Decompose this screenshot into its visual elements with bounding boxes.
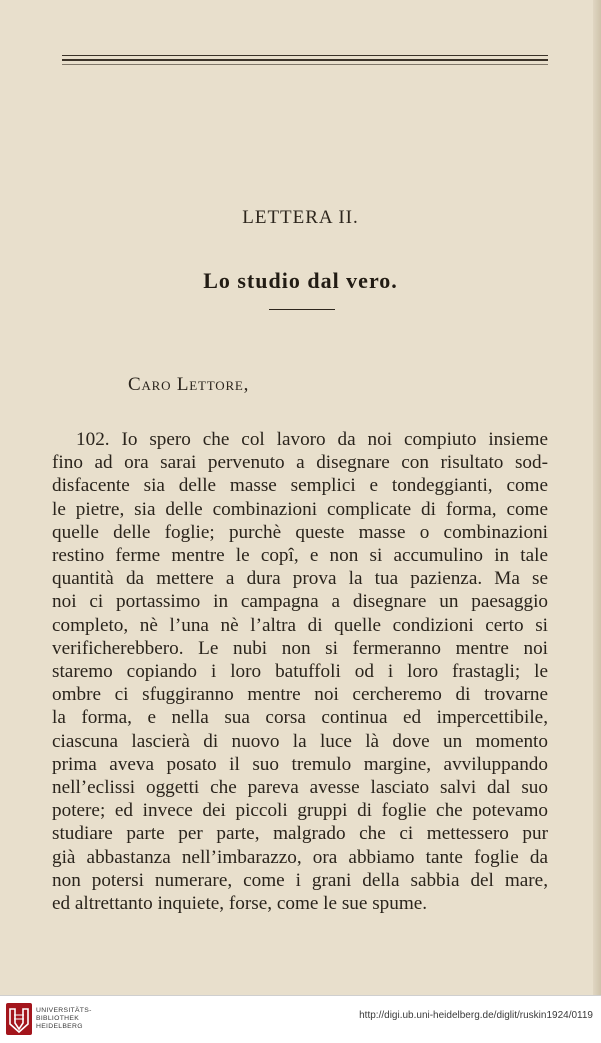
text-line: la forma, e nella sua corsa continua ed impercettibile, (52, 707, 548, 729)
text-line: già abbastanza nell’imbarazzo, ora abbiamo tante foglie da (52, 846, 548, 868)
viewer-footer (0, 995, 601, 1043)
text-line: non potersi numerare, come i grani della sabbia del mare, (52, 869, 548, 891)
top-rule (62, 55, 548, 56)
text-line: staremo copiando i loro batuffoli od i loro frastagli; le (52, 661, 548, 683)
text-line: le pietre, sia delle combinazioni complicate di forma, come (52, 498, 548, 520)
title-rule (269, 309, 335, 310)
text-line: restino ferme mentre le copî, e non si accumulino in tale (52, 545, 548, 567)
seal-graphic (6, 1003, 32, 1035)
text-line: verificherebbero. Le nubi non si fermeranno mentre noi (52, 637, 548, 659)
text-line: ciascuna lascierà di nuovo la luce là dove un momento (52, 730, 548, 752)
text-line: quelle delle foglie; purchè queste masse o combinazioni (52, 521, 548, 543)
text-line: studiare parte per parte, malgrado che ci mettessero pur (52, 823, 548, 845)
top-rule (62, 59, 548, 61)
text-line: quantità da mettere a dura prova la tua pazienza. Ma se (52, 568, 548, 590)
text-line: potere; ed invece dei piccoli gruppi di foglie che potevamo (52, 800, 548, 822)
top-rule (62, 64, 548, 65)
chapter-title: Lo studio dal vero. (203, 268, 398, 293)
text-line: ombre ci sfuggiranno mentre noi cercheremo di trovarne (52, 684, 548, 706)
page-edge (593, 0, 601, 995)
text-line: nell’eclissi oggetti che pareva avesse lasciato salvi dal suo (52, 777, 548, 799)
text-line: disfacente sia delle masse semplici e tondeggianti, come (52, 475, 548, 497)
text-line: completo, nè l’una nè l’altra di quelle condizioni certo si (52, 614, 548, 636)
paragraph-102 (52, 428, 548, 915)
text-line: prima aveva posato il suo tremulo margine, avviluppando (52, 753, 548, 775)
letter-heading: LETTERA II. (242, 207, 359, 228)
text-line: ed altrettanto inquiete, forse, come le sue spume. (52, 893, 428, 915)
salutation: Caro Lettore, (128, 374, 250, 395)
library-name-line: UNIVERSITÄTS- (36, 1007, 92, 1014)
library-name (36, 1007, 92, 1031)
text-line: fino ad ora sarai pervenuto a disegnare con risultato sod- (52, 452, 548, 474)
text-line: 102. Io spero che col lavoro da noi compiuto insieme (76, 429, 548, 450)
library-name-line: BIBLIOTHEK (36, 1015, 80, 1022)
university-seal-icon[interactable] (6, 1003, 32, 1035)
text-line: noi ci portassimo in campagna a disegnare un paesaggio (52, 591, 548, 613)
library-name-line: HEIDELBERG (36, 1023, 83, 1030)
permalink-url[interactable]: http://digi.ub.uni-heidelberg.de/diglit/ruskin1924/0119 (359, 1010, 593, 1021)
